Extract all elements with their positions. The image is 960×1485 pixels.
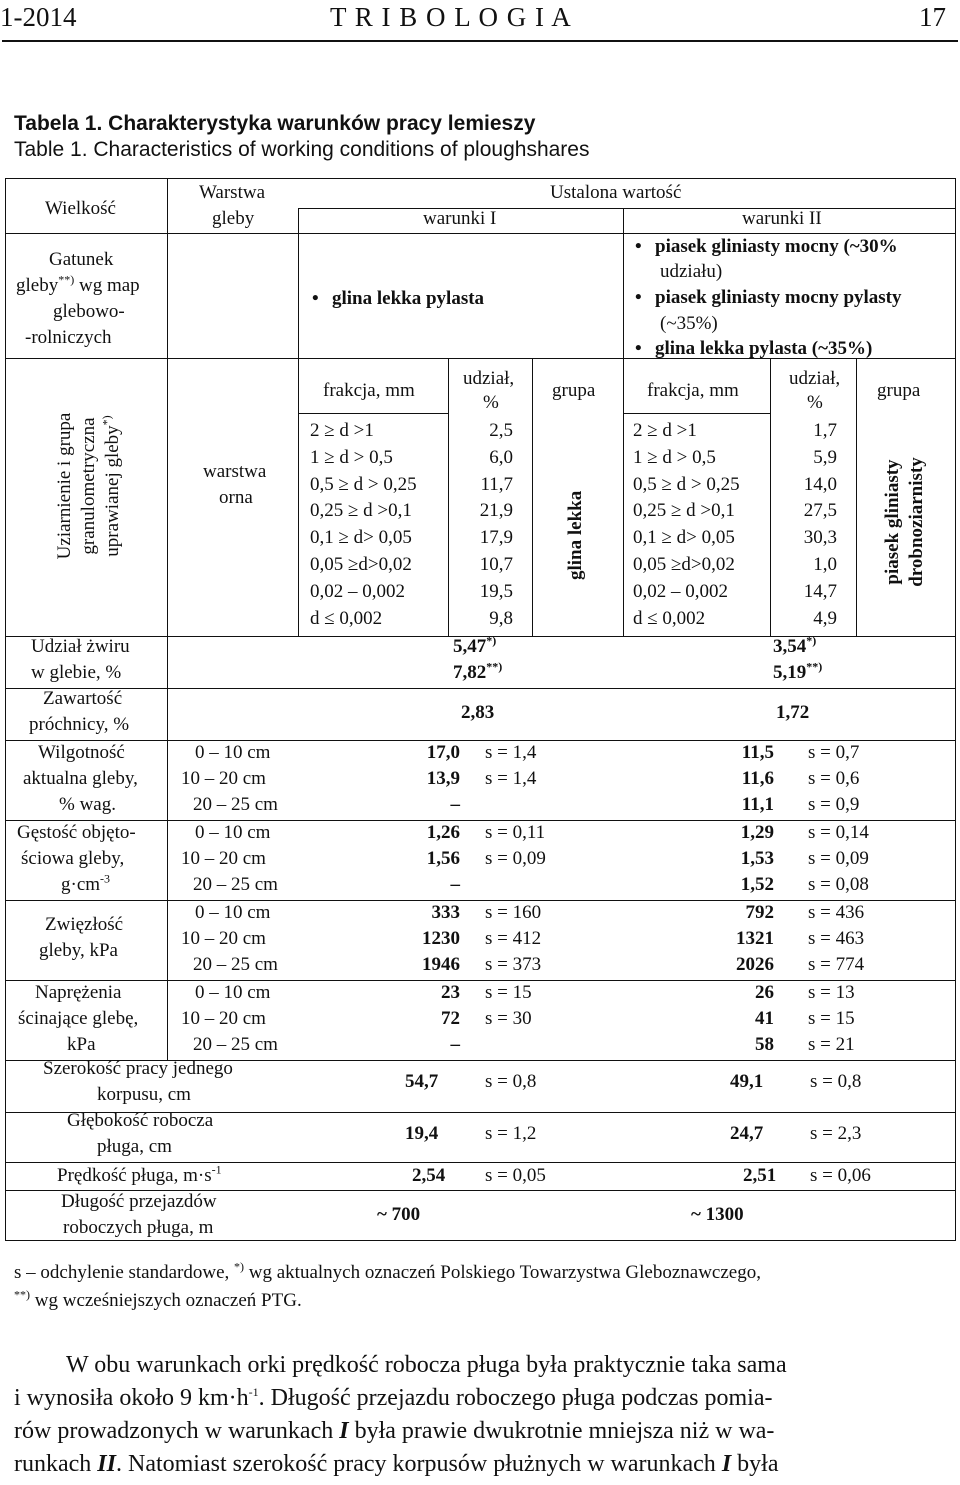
zwiezlosc-w1-sd: s = 412 (485, 928, 542, 949)
predkosc-w1-sd: s = 0,05 (485, 1165, 546, 1186)
wilgotnosc-w1-sd: s = 1,4 (485, 742, 537, 763)
predkosc-w2-sd: s = 0,06 (810, 1165, 871, 1186)
layer-orna: orna (219, 487, 253, 508)
header-warstwa: Warstwa (199, 182, 265, 203)
zwiezlosc-w1-value: 333 (431, 902, 460, 923)
prochnica-w1: 2,83 (461, 702, 495, 723)
share-w2: 4,9 (813, 607, 837, 629)
grid-line (623, 208, 624, 636)
zwiezlosc-w2-sd: s = 436 (808, 902, 865, 923)
naprezenia-w1-sd: s = 30 (485, 1008, 532, 1029)
grid-line (448, 358, 449, 636)
fraction-w1: 1 ≥ d > 0,5 (310, 446, 393, 468)
naprezenia-w1-sd: s = 15 (485, 982, 532, 1003)
grid-line (770, 358, 771, 636)
share-w2: 1,0 (813, 554, 837, 575)
fraction-w2: 0,1 ≥ d> 0,05 (633, 527, 735, 549)
szerokosc-w2-value: 49,1 (730, 1071, 764, 1092)
udzial-header-2: udział, (789, 368, 841, 389)
wilgotnosc-label-1: Wilgotność (38, 742, 125, 763)
glebokosc-w2-value: 24,7 (730, 1123, 764, 1144)
gestosc-w2-sd: s = 0,14 (808, 822, 869, 843)
share-w1: 17,9 (479, 527, 513, 549)
share-w1: 10,7 (479, 554, 513, 575)
gestosc-w1-value: 1,26 (426, 822, 460, 843)
szerokosc-label-2: korpusu, cm (97, 1084, 191, 1105)
footnote-1: s – odchylenie standardowe, *) wg aktualnych oznaczeń Polskiego Towarzystwa Gleboznawczego, (14, 1259, 761, 1283)
share-w2: 1,7 (813, 420, 837, 441)
share-w1: 11,7 (480, 473, 513, 495)
share-w1: 21,9 (479, 500, 513, 522)
zwir-label-1: Udział żwiru (31, 636, 130, 657)
fraction-w2: 0,05 ≥d>0,02 (633, 554, 735, 575)
dlugosc-w2: ~ 1300 (691, 1204, 744, 1225)
naprezenia-w2-value: 58 (755, 1034, 774, 1055)
zwiezlosc-w2-sd: s = 463 (808, 928, 865, 949)
grupa-header-2: grupa (877, 380, 921, 401)
layer-warstwa: warstwa (203, 461, 267, 482)
fraction-w2: 0,5 ≥ d > 0,25 (633, 473, 740, 495)
zwiezlosc-w2-sd: s = 774 (808, 954, 865, 975)
fraction-w1: 0,5 ≥ d > 0,25 (310, 473, 417, 495)
zwir-label-2: w glebie, % (31, 662, 122, 683)
grid-line (623, 413, 770, 414)
gestosc-w1-sd: s = 0,11 (485, 822, 546, 843)
zwiezlosc-w1-value: 1230 (422, 928, 460, 949)
gestosc-depth: 0 – 10 cm (195, 822, 271, 843)
wilgotnosc-w1-value: 17,0 (426, 742, 460, 763)
header-wielkosc: Wielkość (45, 198, 116, 219)
wilgotnosc-w1-sd: s = 1,4 (485, 768, 537, 789)
grupa-piasek: piasek gliniasty drobnoziarnisty (882, 457, 927, 587)
frakcja-header-1: frakcja, mm (323, 380, 415, 401)
dlugosc-label-2: roboczych pługa, m (63, 1217, 214, 1238)
glebokosc-label-2: pługa, cm (97, 1136, 172, 1157)
wilgotnosc-w1-value: 13,9 (426, 768, 460, 789)
share-w2: 27,5 (803, 500, 837, 522)
zwir-w2-b: 5,19**) (773, 659, 823, 683)
table-caption-pl: Tabela 1. Charakterystyka warunków pracy lemieszy (14, 112, 536, 135)
grid-line (856, 358, 857, 636)
gestosc-w2-value: 1,53 (740, 848, 774, 869)
naprezenia-label-3: kPa (67, 1034, 96, 1055)
issue-number: 1-2014 (0, 2, 77, 32)
wilgotnosc-depth: 0 – 10 cm (195, 742, 271, 763)
gestosc-w2-value: 1,52 (740, 874, 774, 895)
zwir-w2-a: 3,54*) (773, 633, 817, 657)
fraction-w1: 0,05 ≥d>0,02 (310, 554, 412, 575)
gestosc-w2-value: 1,29 (740, 822, 774, 843)
fraction-w2: 0,25 ≥ d >0,1 (633, 500, 735, 522)
gestosc-depth: 20 – 25 cm (193, 874, 278, 895)
share-w2: 30,3 (803, 527, 837, 549)
naprezenia-depth: 10 – 20 cm (181, 1008, 266, 1029)
share-w1: 2,5 (489, 420, 513, 441)
naprezenia-depth: 0 – 10 cm (195, 982, 271, 1003)
udzial-header-1: udział, (463, 368, 515, 389)
gestosc-w1-value: 1,56 (426, 848, 460, 869)
grid-line (5, 688, 955, 689)
header-warunki-2: warunki II (742, 208, 822, 229)
fraction-w1: 2 ≥ d >1 (310, 420, 374, 441)
page-number: 17 (919, 2, 946, 32)
naprezenia-w1-value: – (450, 1034, 460, 1055)
fraction-w1: 0,25 ≥ d >0,1 (310, 500, 412, 522)
header-warunki-1: warunki I (423, 208, 497, 229)
zwiezlosc-w2-value: 2026 (736, 954, 774, 975)
gatunek-warunki-1: • glina lekka pylasta (312, 286, 484, 312)
data-table: Wielkość Warstwa gleby Ustalona wartość warunki I warunki II Gatunek gleby**) wg map glebowo- -rolniczych • glina lekka pylasta • piasek gliniasty mocny (~30% udziału) • piasek gliniasty mocny pylasty (~35%) • glina lekka pylasta (~35%) Uziarnienie i grupa granulometryczna uprawianej gleby*) warstwa orna frakcja, mm udział, % grupa frakcja, mm udział, % grupa glina lekka piasek gliniasty drobnoziarnisty 2 ≥ d >1 2,5 1 ≥ d > 0,5 6,0 0,5 ≥ d > 0,25 11,7 0,25 ≥ d >0,1 21,9 0,1 ≥ d> 0,05 17,9 0,05 ≥d>0,02 10,7 0,02 – 0,002 19,5 d ≤ 0,002 9,8 2 ≥ d >1 1,7 1 ≥ d > 0,5 5,9 0,5 ≥ d > 0,25 14,0 0,25 ≥ d >0,1 27,5 0,1 ≥ d> 0,05 30,3 0,05 ≥d>0,02 1,0 0,02 – 0,002 14,7 d ≤ 0,002 4,9 Udział żwiru w glebie, % 5,47*) 7,82**) 3,54*) 5,19**) Zawartość próchnicy, % 2,83 1,72 Wilgotność aktualna gleby, % wag. Gęstość objęto- ściowa gleby, $g\cdot cm^{-3}$ Zwięzłość gleby, kPa Naprężenia ścinające glebę, kPa 0 – 10 cm 17,0 s = 1,4 11,5 s = 0,7 10 – 20 cm 13,9 s = 1,4 11,6 s = 0,6 20 – 25 cm – 11,1 s = 0,9 0 – 10 cm 1,26 s = 0,11 1,29 s = 0,14 10 – 20 cm 1,56 s = 0,09 1,53 s = 0,09 20 – 25 cm – 1,52 s = 0,08 0 – 10 cm 333 s = 160 792 s = 436 10 – 20 cm 1230 s = 412 1321 s = 463 20 – 25 cm 1946 s = 373 2026 s = 774 0 – 10 cm 23 s = 15 26 s = 13 10 – 20 cm 72 s = 30 41 s = 15 20 – 25 cm – 58 s = 21 Szerokość pracy jednego korpusu, cm 54,7 s = 0,8 49,1 s = 0,8 Głębokość robocza pługa, cm 19,4 s = 1,2 24,7 s = 2,3 Prędkość pługa, $m\cdot s^{-1}$ 2,54 s = 0,05 2,51 s = 0,06 Długość przejazdów roboczych pługa, m ~ 700 ~ 1300 (5, 178, 956, 1241)
frakcja-header-2: frakcja, mm (647, 380, 739, 401)
wilgotnosc-label-3: % wag. (59, 794, 116, 815)
share-w2: 14,7 (803, 580, 837, 602)
szerokosc-w2-sd: s = 0,8 (810, 1071, 862, 1092)
fraction-w2: 1 ≥ d > 0,5 (633, 446, 716, 468)
share-w2: 14,0 (803, 473, 837, 495)
paragraph-line-4: runkach II. Natomiast szerokość pracy korpusów płużnych w warunkach I była (14, 1451, 779, 1477)
gestosc-w2-sd: s = 0,09 (808, 848, 869, 869)
header-gleby: gleby (212, 208, 255, 229)
zwiezlosc-depth: 10 – 20 cm (181, 928, 266, 949)
gestosc-w2-sd: s = 0,08 (808, 874, 869, 895)
paragraph-line-3: rów prowadzonych w warunkach I była prawie dwukrotnie mniejsza niż w wa- (14, 1418, 775, 1444)
naprezenia-w1-value: 23 (441, 982, 460, 1003)
running-header (0, 2, 960, 42)
grid-line (532, 358, 533, 636)
naprezenia-w2-value: 26 (755, 982, 774, 1003)
predkosc-w1-value: 2,54 (412, 1165, 446, 1186)
wilgotnosc-label-2: aktualna gleby, (23, 768, 138, 789)
zwiezlosc-label-1: Zwięzłość (45, 914, 124, 935)
gestosc-label-3: $g\cdot cm^{-3}$ (61, 871, 111, 895)
zwiezlosc-w1-sd: s = 373 (485, 954, 542, 975)
header-rule (2, 40, 958, 42)
dlugosc-w1: ~ 700 (377, 1204, 421, 1225)
gestosc-label-2: ściowa gleby, (21, 848, 125, 869)
zwiezlosc-w1-sd: s = 160 (485, 902, 542, 923)
gestosc-depth: 10 – 20 cm (181, 848, 266, 869)
zwir-w1-b: 7,82**) (453, 659, 503, 683)
udzial-pct-2: % (807, 392, 823, 413)
zwiezlosc-w2-value: 1321 (736, 928, 774, 949)
gestosc-w1-sd: s = 0,09 (485, 848, 546, 869)
naprezenia-w2-sd: s = 21 (808, 1034, 855, 1055)
gestosc-w1-value: – (450, 874, 460, 895)
footnote-2: **) wg wcześniejszych oznaczeń PTG. (14, 1287, 302, 1311)
wilgotnosc-w2-value: 11,5 (741, 742, 774, 763)
wilgotnosc-w1-value: – (450, 794, 460, 815)
fraction-w1: 0,1 ≥ d> 0,05 (310, 527, 412, 549)
share-w1: 6,0 (489, 446, 513, 468)
fraction-w2: 2 ≥ d >1 (633, 420, 697, 441)
fraction-w2: 0,02 – 0,002 (633, 580, 728, 602)
naprezenia-label-1: Naprężenia (35, 982, 122, 1003)
wilgotnosc-w2-sd: s = 0,9 (808, 794, 860, 815)
share-w1: 9,8 (489, 607, 513, 629)
dlugosc-label-1: Długość przejazdów (61, 1191, 217, 1212)
gestosc-label-1: Gęstość objęto- (17, 822, 136, 843)
table-caption-en: Table 1. Characteristics of working conditions of ploughshares (14, 138, 590, 161)
grupa-header-1: grupa (552, 380, 596, 401)
share-w1: 19,5 (479, 580, 513, 602)
wilgotnosc-depth: 10 – 20 cm (181, 768, 266, 789)
szerokosc-w1-sd: s = 0,8 (485, 1071, 537, 1092)
fraction-w1: d ≤ 0,002 (310, 607, 383, 629)
naprezenia-depth: 20 – 25 cm (193, 1034, 278, 1055)
glebokosc-w2-sd: s = 2,3 (810, 1123, 862, 1144)
prochnica-label-1: Zawartość (43, 688, 123, 709)
prochnica-label-2: próchnicy, % (29, 714, 130, 735)
fraction-w2: d ≤ 0,002 (633, 607, 706, 629)
naprezenia-w2-sd: s = 13 (808, 982, 855, 1003)
wilgotnosc-depth: 20 – 25 cm (193, 794, 278, 815)
wilgotnosc-w2-value: 11,6 (741, 768, 774, 789)
naprezenia-w1-value: 72 (441, 1008, 460, 1029)
glebokosc-w1-value: 19,4 (405, 1123, 439, 1144)
journal-name: T R I B O L O G I A (330, 2, 572, 32)
szerokosc-label-1: Szerokość pracy jednego (43, 1058, 233, 1079)
grid-line (298, 208, 299, 636)
grid-line (167, 178, 168, 1060)
share-w2: 5,9 (813, 446, 837, 468)
zwiezlosc-depth: 0 – 10 cm (195, 902, 271, 923)
prochnica-w2: 1,72 (776, 702, 810, 723)
predkosc-w2-value: 2,51 (743, 1165, 777, 1186)
wilgotnosc-w2-sd: s = 0,7 (808, 742, 860, 763)
paragraph-line-1: W obu warunkach orki prędkość robocza pługa była praktycznie taka sama (66, 1352, 787, 1378)
glebokosc-label-1: Głębokość robocza (67, 1110, 214, 1131)
zwiezlosc-label-2: gleby, kPa (39, 940, 118, 961)
grid-line (298, 208, 955, 209)
uziarnienie-label: Uziarnienie i grupa granulometryczna uprawianej gleby*) (54, 412, 123, 560)
zwiezlosc-w2-value: 792 (745, 902, 774, 923)
wilgotnosc-w2-sd: s = 0,6 (808, 768, 860, 789)
grupa-glina-lekka: glina lekka (565, 490, 586, 580)
udzial-pct-1: % (483, 392, 499, 413)
zwir-w1-a: 5,47*) (453, 633, 497, 657)
glebokosc-w1-sd: s = 1,2 (485, 1123, 537, 1144)
naprezenia-w2-value: 41 (755, 1008, 774, 1029)
naprezenia-label-2: ścinające glebę, (18, 1008, 139, 1029)
header-ustalona: Ustalona wartość (550, 182, 682, 203)
grid-line (298, 413, 448, 414)
zwiezlosc-depth: 20 – 25 cm (193, 954, 278, 975)
predkosc-label: Prędkość pługa, $m\cdot s^{-1}$ (57, 1162, 222, 1186)
fraction-w1: 0,02 – 0,002 (310, 580, 405, 602)
wilgotnosc-w2-value: 11,1 (741, 794, 774, 815)
zwiezlosc-w1-value: 1946 (422, 954, 460, 975)
naprezenia-w2-sd: s = 15 (808, 1008, 855, 1029)
szerokosc-w1-value: 54,7 (405, 1071, 439, 1092)
paragraph-line-2: i wynosiła około 9 $km\cdot h^{-1}$. Długość przejazdu roboczego pługa podczas pomia- (14, 1385, 773, 1411)
